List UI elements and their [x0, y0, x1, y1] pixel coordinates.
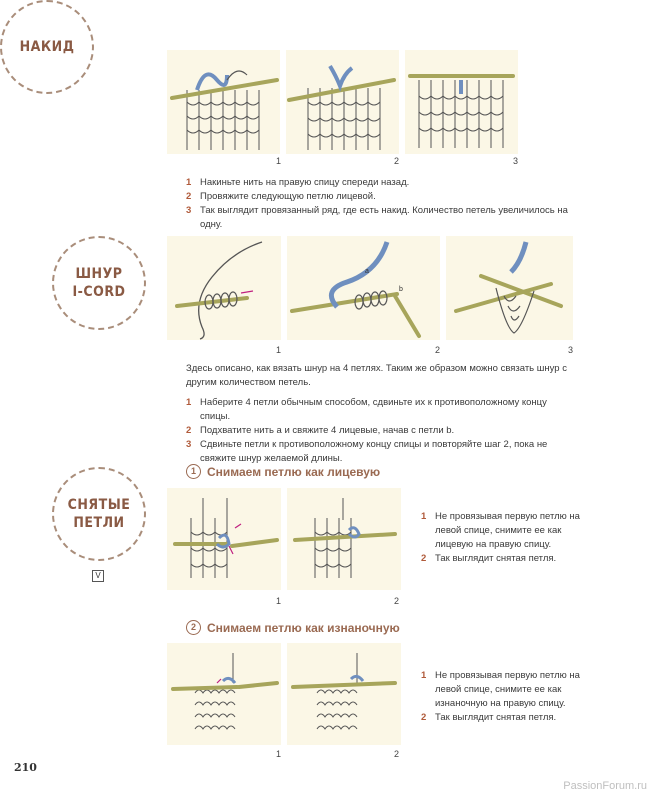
- watermark: PassionForum.ru: [563, 780, 647, 792]
- step-item: [421, 711, 581, 725]
- step-text: Сдвиньте петли к противоположному концу спицы и повторяйте шаг 2, пока не свяжите шнур желаемой длины.: [200, 439, 548, 464]
- illustration-panel: [287, 643, 401, 745]
- step-number: 3: [186, 439, 192, 450]
- badge-title-line: I-CORD: [72, 284, 126, 300]
- illustration-panel: [286, 50, 399, 154]
- section-badge-icord: [52, 236, 146, 330]
- knitting-illustration: [287, 488, 401, 590]
- v-mark: V: [92, 570, 104, 582]
- step-text: Не провязывая первую петлю на левой спице, снимите ее как лицевую на правую спицу.: [435, 511, 580, 550]
- step-item: [421, 510, 581, 552]
- figure-number: 1: [276, 596, 282, 606]
- illustration-panel: [167, 643, 281, 745]
- steps-list: [421, 510, 581, 566]
- subsection-title-text: Снимаем петлю как лицевую: [207, 464, 381, 479]
- step-text: Так выглядит снятая петля.: [435, 553, 557, 564]
- knitting-illustration: [287, 643, 401, 745]
- badge-title: [68, 496, 131, 532]
- knitting-illustration: [287, 236, 440, 340]
- illustration-panel: [167, 50, 280, 154]
- circled-number: 2: [186, 620, 201, 635]
- figure-number: 3: [568, 345, 574, 355]
- knitting-illustration: [167, 50, 280, 154]
- steps-list: [421, 669, 581, 725]
- subsection-title: [186, 620, 400, 635]
- illustration-panel: [287, 488, 401, 590]
- steps-list: [186, 396, 576, 466]
- figure-number: 3: [513, 156, 519, 166]
- step-text: Провяжите следующую петлю лицевой.: [200, 191, 376, 202]
- step-item: [186, 204, 586, 232]
- figure-number: 1: [276, 156, 282, 166]
- knitting-illustration: [286, 50, 399, 154]
- step-number: 1: [421, 670, 427, 681]
- badge-title-line: ПЕТЛИ: [73, 515, 125, 531]
- subsection-title-text: Снимаем петлю как изнаночную: [207, 620, 400, 635]
- circled-number: 1: [186, 464, 201, 479]
- figure-number: 1: [276, 345, 282, 355]
- illustration-panel: [287, 236, 440, 340]
- figure-number: 2: [435, 345, 441, 355]
- label-a: a: [365, 268, 369, 275]
- subsection-title: [186, 464, 380, 479]
- figure-number: 1: [276, 749, 282, 759]
- illustration-panel: [405, 50, 518, 154]
- badge-title: [72, 265, 125, 301]
- step-text: Накиньте нить на правую спицу спереди назад.: [200, 177, 410, 188]
- badge-title-line: СНЯТЫЕ: [67, 497, 131, 513]
- step-number: 2: [421, 712, 427, 723]
- step-text: Подхватите нить a и свяжите 4 лицевые, начав с петли b.: [200, 425, 455, 436]
- step-number: 1: [421, 511, 427, 522]
- step-text: Не провязывая первую петлю на левой спице, снимите ее как изнаночную на правую спицу.: [435, 670, 580, 709]
- knitting-illustration: [446, 236, 573, 340]
- knitting-illustration: [167, 236, 281, 340]
- knitting-illustration: [405, 50, 518, 154]
- step-text: Наберите 4 петли обычным способом, сдвиньте их к противоположному концу спицы.: [200, 397, 547, 422]
- steps-list: [186, 176, 586, 232]
- illustration-panel: [167, 488, 281, 590]
- figure-number: 2: [394, 596, 400, 606]
- step-item: [186, 396, 576, 424]
- step-item: [186, 176, 586, 190]
- step-item: [421, 669, 581, 711]
- step-number: 1: [186, 397, 192, 408]
- intro-paragraph: Здесь описано, как вязать шнур на 4 петлях. Таким же образом можно связать шнур с другим количеством петель.: [186, 363, 567, 388]
- step-number: 1: [186, 177, 192, 188]
- knitting-illustration: [167, 643, 281, 745]
- figure-number: 2: [394, 749, 400, 759]
- page-number: 210: [14, 761, 37, 774]
- step-number: 3: [186, 205, 192, 216]
- step-text: Так выглядит провязанный ряд, где есть накид. Количество петель увеличилось на одну.: [200, 205, 568, 230]
- section-badge-nakid: [0, 0, 94, 94]
- section-badge-slipped: [52, 467, 146, 561]
- step-number: 2: [421, 553, 427, 564]
- label-b: b: [399, 286, 403, 293]
- badge-title-line: ШНУР: [75, 266, 123, 282]
- figure-number: 2: [394, 156, 400, 166]
- step-number: 2: [186, 191, 192, 202]
- illustration-panel: [167, 236, 281, 340]
- step-item: [186, 438, 576, 466]
- step-number: 2: [186, 425, 192, 436]
- knitting-illustration: [167, 488, 281, 590]
- step-item: [186, 424, 576, 438]
- step-item: [421, 552, 581, 566]
- illustration-panel: [446, 236, 573, 340]
- step-item: [186, 190, 586, 204]
- badge-title: НАКИД: [19, 39, 75, 55]
- step-text: Так выглядит снятая петля.: [435, 712, 557, 723]
